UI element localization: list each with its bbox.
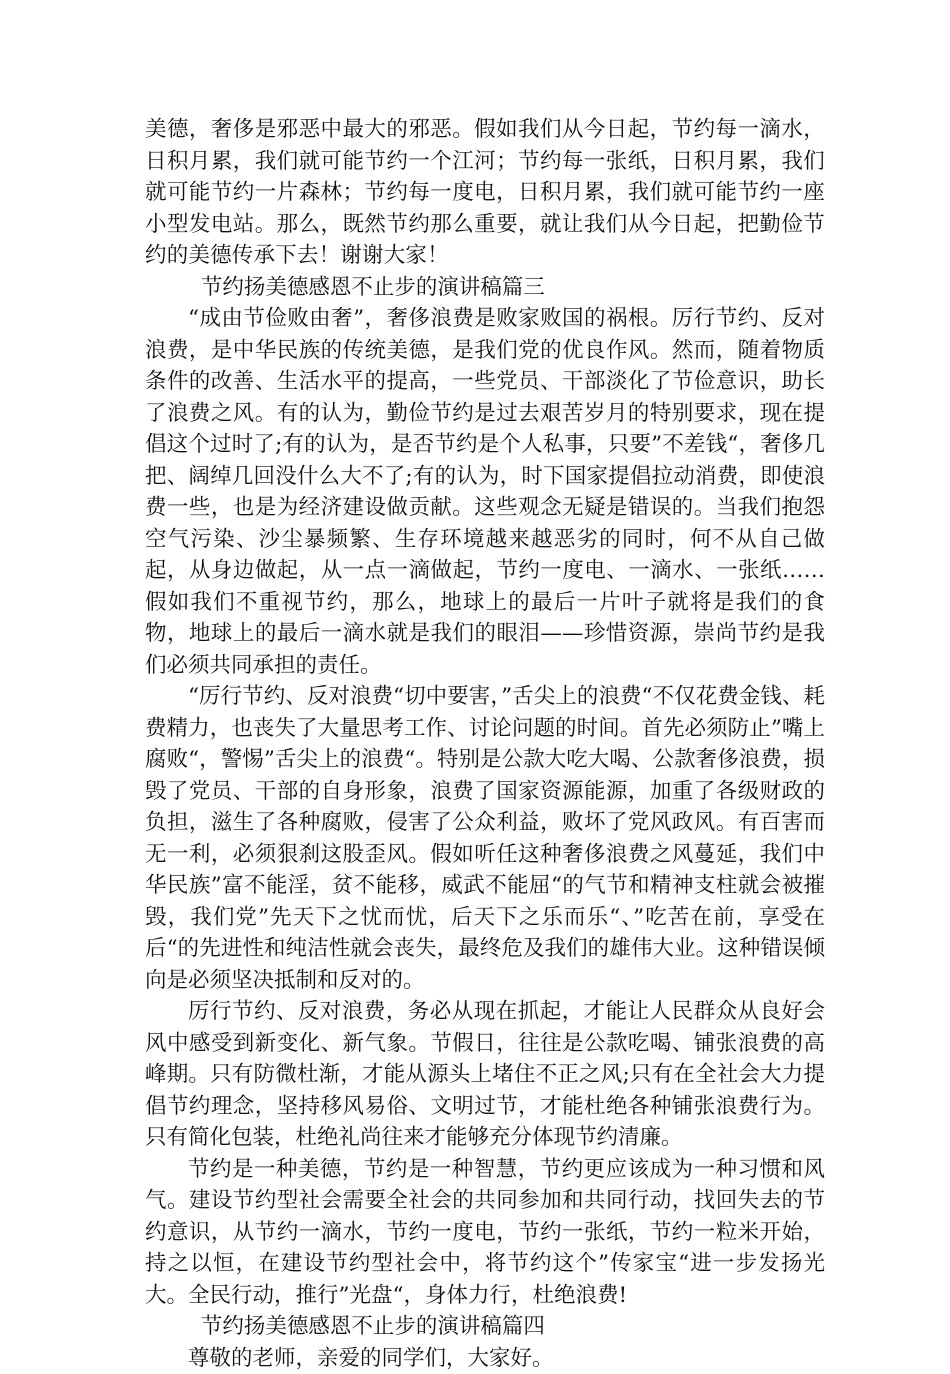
paragraph-thrift-virtue: 节约是一种美德，节约是一种智慧，节约更应该成为一种习惯和风气。建设节约型社会需要全社会的共同参加和共同行动，找回失去的节约意识，从节约一滴水，节约一度电，节约一张纸，节约一粒米开始，持之以恒，在建设节约型社会中，将节约这个”传家宝“进一步发扬光大。全民行动，推行”光盘“，身体力行，杜绝浪费! xyxy=(145,1154,825,1312)
section-heading-part-three: 节约扬美德感恩不止步的演讲稿篇三 xyxy=(145,272,825,304)
paragraph-greeting: 尊敬的老师，亲爱的同学们，大家好。 xyxy=(145,1343,825,1374)
paragraph-tongue-waste: “厉行节约、反对浪费“切中要害，”舌尖上的浪费“不仅花费金钱、耗费精力，也丧失了大量思考工作、讨论问题的时间。首先必须防止”嘴上腐败“，警惕”舌尖上的浪费“。特别是公款大吃大喝、公款奢侈浪费，损毁了党员、干部的自身形象，浪费了国家资源能源，加重了各级财政的负担，滋生了各种腐败，侵害了公众利益，败坏了党风政风。有百害而无一利，必须狠刹这股歪风。假如听任这种奢侈浪费之风蔓延，我们中华民族”富不能淫，贫不能移，威武不能屈“的气节和精神支柱就会被摧毁，我们党”先天下之忧而忧，后天下之乐而乐“、”吃苦在前，享受在后“的先进性和纯洁性就会丧失，最终危及我们的雄伟大业。这种错误倾向是必须坚决抵制和反对的。 xyxy=(145,681,825,996)
paragraph-closing-part-two: 美德，奢侈是邪恶中最大的邪恶。假如我们从今日起，节约每一滴水，日积月累，我们就可能节约一个江河；节约每一张纸，日积月累，我们就可能节约一片森林；节约每一度电，日积月累，我们就可能节约一座小型发电站。那么，既然节约那么重要，就让我们从今日起，把勤俭节约的美德传承下去！谢谢大家！ xyxy=(145,114,825,272)
document-page xyxy=(145,114,825,1374)
paragraph-thrift-intro: “成由节俭败由奢”，奢侈浪费是败家败国的祸根。厉行节约、反对浪费，是中华民族的传统美德，是我们党的优良作风。然而，随着物质条件的改善、生活水平的提高，一些党员、干部淡化了节俭意识，助长了浪费之风。有的认为，勤俭节约是过去艰苦岁月的特别要求，现在提倡这个过时了;有的认为，是否节约是个人私事，只要”不差钱“，奢侈几把、阔绰几回没什么大不了;有的认为，时下国家提倡拉动消费，即使浪费一些，也是为经济建设做贡献。这些观念无疑是错误的。当我们抱怨空气污染、沙尘暴频繁、生存环境越来越恶劣的同时，何不从自己做起，从身边做起，从一点一滴做起，节约一度电、一滴水、一张纸……假如我们不重视节约，那么，地球上的最后一片叶子就将是我们的食物，地球上的最后一滴水就是我们的眼泪——珍惜资源，崇尚节约是我们必须共同承担的责任。 xyxy=(145,303,825,681)
paragraph-start-now: 厉行节约、反对浪费，务必从现在抓起，才能让人民群众从良好会风中感受到新变化、新气象。节假日，往往是公款吃喝、铺张浪费的高峰期。只有防微杜渐，才能从源头上堵住不正之风;只有在全社会大力提倡节约理念，坚持移风易俗、文明过节，才能杜绝各种铺张浪费行为。只有简化包装，杜绝礼尚往来才能够充分体现节约清廉。 xyxy=(145,996,825,1154)
section-heading-part-four: 节约扬美德感恩不止步的演讲稿篇四 xyxy=(145,1311,825,1343)
